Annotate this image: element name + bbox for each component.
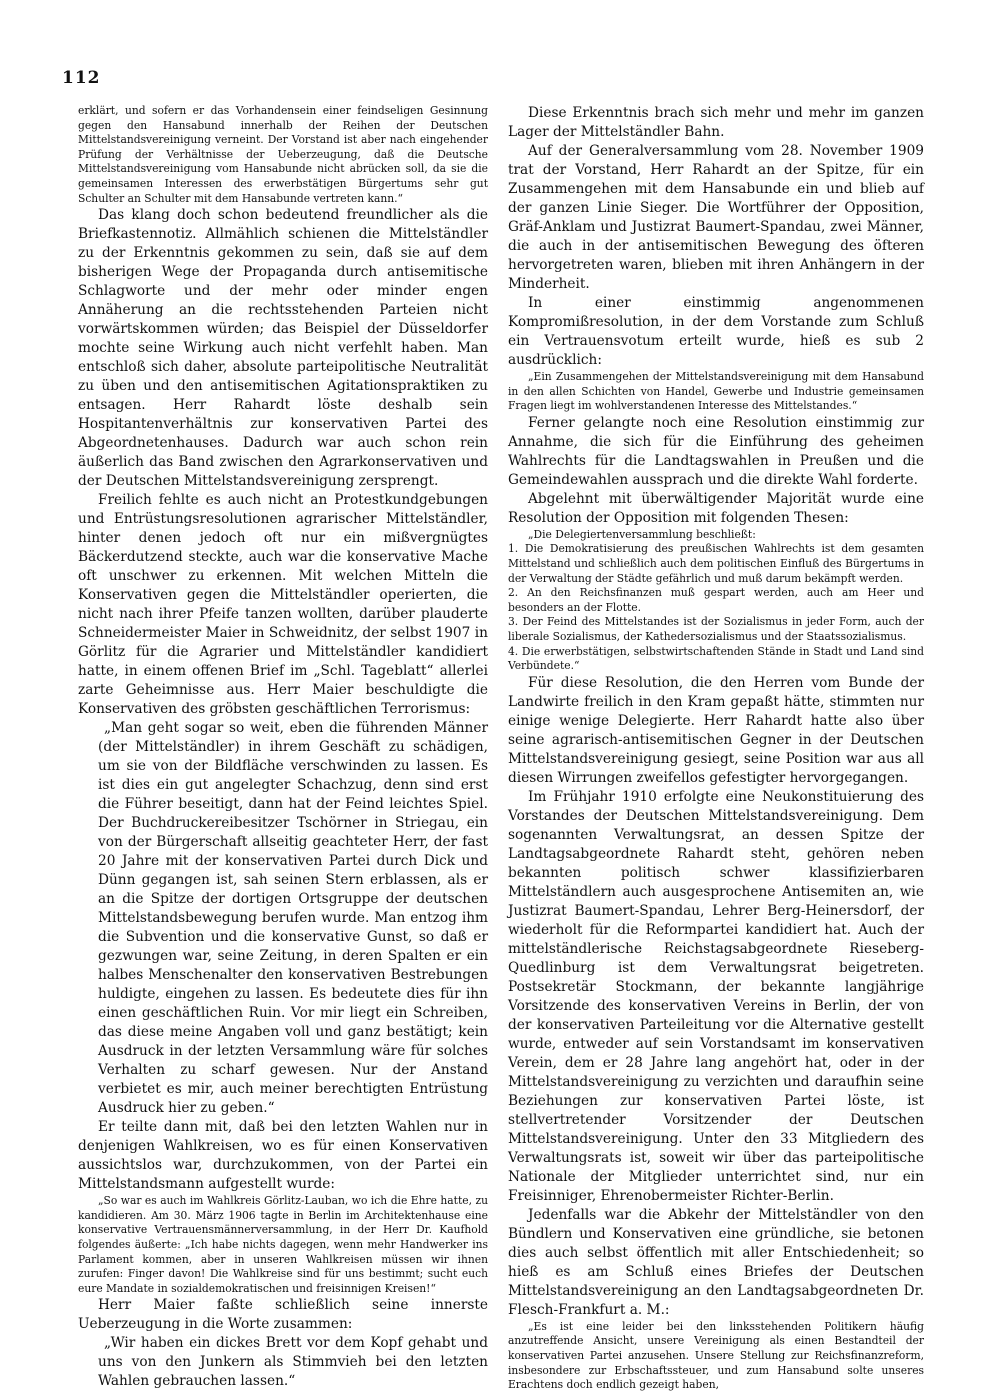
- paragraph: Ferner gelangte noch eine Resolution einstimmig zur Annahme, die sich für die Einführung des geheimen Wahlrechts für die Landtagswahlen in Preußen und die Gemeindewahlen aussprach und die direkte Wahl forderte.: [508, 414, 924, 488]
- left-column: [78, 104, 488, 1391]
- paragraph: Freilich fehlte es auch nicht an Protestkundgebungen und Entrüstungsresolutionen agrarischer Mittelständler, hinter denen jedoch oft nur ein mißvergnügtes Bäckerdutzend steckte, auch war die konservative Mache oft unschwer zu erkennen. Mit welchen Mitteln die Konservativen gegen die Mittelständler operierten, die nicht nach ihrer Pfeife tanzen wollten, darüber plauderte Schneidermeister Maier in Schweidnitz, der selbst 1907 in Görlitz für die Agrarier und Mittelständler kandidiert hatte, in einem offenen Brief im „Schl. Tageblatt“ allerlei zarte Geheimnisse aus. Herr Maier beschuldigte die Konservativen des gröbsten geschäftlichen Terrorismus:: [78, 492, 488, 718]
- thesis-item: 1. Die Demokratisierung des preußischen Wahlrechts ist dem gesamten Mittelstand und schließlich auch dem politischen Einfluß des Bürgertums in der Verwaltung der Städte gefährlich und muß darum bekämpft werden.: [508, 542, 924, 585]
- thesis-item: 4. Die erwerbstätigen, selbstwirtschaftenden Stände in Stadt und Land sind Verbündete.“: [508, 644, 924, 673]
- paragraph: In einer einstimmig angenommenen Kompromißresolution, in der dem Vorstande zum Schluß ein Vertrauensvotum erteilt wurde, hieß es sub 2 ausdrücklich:: [508, 295, 924, 368]
- block-quote: „Man geht sogar so weit, eben die führenden Männer (der Mittelständler) in ihrem Geschäft zu schädigen, um sie von der Bildfläche verschwinden zu lassen. Es ist dies ein gut angelegter Schachzug, denn sind erst die Führer beseitigt, dann hat der Feind leichtes Spiel. Der Buchdruckereibesitzer Tschörner in Striegau, ein von der Bürgerschaft allseitig geachteter Herr, der fast 20 Jahre mit der konservativen Partei durch Dick und Dünn gegangen ist, sah seinen Stern erblassen, als er an die Spitze der dortigen Ortsgruppe der deutschen Mittelstandsbewegung berufen wurde. Man entzog ihm die Subvention und die konservative Gunst, so daß er gezwungen war, seine Zeitung, in deren Spalten er ein halbes Menschenalter den konservativen Bestrebungen huldigte, eingehen zu lassen. Es bedeutete dies für ihn einen geschäftlichen Ruin. Vor mir liegt ein Schreiben, das diese meine Angaben voll und ganz bestätigt; kein Ausdruck in der letzten Versammlung wäre für solches Verhalten zu scharf gewesen. Nur der Anstand verbietet es mir, auch meiner berechtigten Entrüstung Ausdruck hier zu geben.“: [98, 720, 488, 1117]
- small-quote: „So war es auch im Wahlkreis Görlitz-Lauban, wo ich die Ehre hatte, zu kandidieren. Am 30. März 1906 tagte in Berlin im Architektenhause eine konservative Vertrauensmännerversammlung, in der Herr Dr. Kaufhold folgendes äußerte: „Ich habe nichts dagegen, wenn mehr Handwerker ins Parlament kommen, aber in unseren Wahlkreisen müssen wir ihnen zurufen: Finger davon! Die Wahlkreise sind für uns bestimmt; sucht euch eure Mandate in sozialdemokratischen und freisinnigen Kreisen!“: [78, 1194, 488, 1295]
- page-number: 112: [62, 68, 101, 88]
- paragraph: Herr Maier faßte schließlich seine innerste Ueberzeugung in die Worte zusammen:: [78, 1297, 488, 1333]
- small-quote: „Ein Zusammengehen der Mittelstandsvereinigung mit dem Hansabund in den allen Schichten von Handel, Gewerbe und Industrie gemeinsamen Fragen liegt im wohlverstandenen Interesse des Mittelstandes.“: [508, 370, 924, 413]
- paragraph: Diese Erkenntnis brach sich mehr und mehr im ganzen Lager der Mittelständler Bahn.: [508, 105, 924, 140]
- block-quote: „Wir haben ein dickes Brett vor dem Kopf gehabt und uns von den Junkern als Stimmvieh bei den letzten Wahlen gebrauchen lassen.“: [98, 1335, 488, 1390]
- paragraph: Er teilte dann mit, daß bei den letzten Wahlen nur in denjenigen Wahlkreisen, wo es für einen Konservativen aussichtslos war, durchzukommen, von der Partei ein Mittelstandsmann aufgestellt wurde:: [78, 1119, 488, 1193]
- paragraph: Für diese Resolution, die den Herren vom Bunde der Landwirte freilich in den Kram gepaßt hätte, stimmten nur einige wenige Delegierte. Herr Rahardt hatte also über seine agrarisch-antisemitischen Gegner in der Deutschen Mittelstandsvereinigung gesiegt, seine Position war aus all diesen Wirrungen zweifellos gefestigter hervorgegangen.: [508, 674, 924, 786]
- paragraph: Im Frühjahr 1910 erfolgte eine Neukonstituierung des Vorstandes der Deutschen Mittelstandsvereinigung. Dem sogenannten Verwaltungsrat, an dessen Spitze der Landtagsabgeordnete Rahardt steht, gehören neben bekannten politisch schwer klassifizierbaren Mittelständlern auch ausgesprochene Antisemiten an, wie Justizrat Baumert-Spandau, Lehrer Berg-Heinersdorf, der wiederholt für die Reformpartei kandidiert hat. Auch der mittelständlerische Reichstagsabgeordnete Rieseberg-Quedlinburg ist dem Verwaltungsrat beigetreten. Postsekretär Stockmann, der bekannte langjährige Vorsitzende des konservativen Vereins in Berlin, der von der konservativen Parteileitung vor die Alternative gestellt wurde, entweder auf sein Vorstandsamt im konservativen Verein, dem er 28 Jahre lang angehört hat, oder in der Mittelstandsvereinigung zu verzichten und daraufhin seine Beziehungen zur konservativen Partei löste, ist stellvertretender Vorsitzender der Deutschen Mittelstandsvereinigung. Unter den 33 Mitgliedern des Verwaltungsrats ist, soweit wir über das parteipolitische Nationale der Mitglieder unterrichtet sind, nur ein Freisinniger, Ehrenobermeister Richter-Berlin.: [508, 788, 924, 1204]
- paragraph: erklärt, und sofern er das Vorhandensein einer feindseligen Gesinnung gegen den Hansabund innerhalb der Reihen der Deutschen Mittelstandsvereinigung verneint. Der Vorstand ist aber nach eingehender Prüfung der Verhältnisse der Ueberzeugung, daß die Deutsche Mittelstandsvereinigung vom Hansabunde nicht abrücken soll, da sie die gemeinsamen Interessen des erwerbstätigen Bürgertums sehr gut Schulter an Schulter mit dem Hansabunde vertreten kann.“: [78, 104, 488, 205]
- right-column: [508, 104, 924, 1393]
- thesis-item: 2. An den Reichsfinanzen muß gespart werden, auch am Heer und besonders an der Flotte.: [508, 586, 924, 614]
- thesis-item: 3. Der Feind des Mittelstandes ist der Sozialismus in jeder Form, auch der liberale Sozialismus, der Kathedersozialismus und der Staatssozialismus.: [508, 615, 924, 643]
- paragraph: Auf der Generalversammlung vom 28. November 1909 trat der Vorstand, Herr Rahardt an der Spitze, für ein Zusammengehen mit dem Hansabunde ein und blieb auf der ganzen Linie Sieger. Die Wortführer der Opposition, Gräf-Anklam und Justizrat Baumert-Spandau, zwei Männer, die auch in der antisemitischen Bewegung des öfteren hervorgetreten waren, blieben mit ihren Anhängern in der Minderheit.: [508, 143, 924, 292]
- thesis-intro: „Die Delegiertenversammlung beschließt:: [528, 527, 756, 541]
- paragraph: Jedenfalls war die Abkehr der Mittelständler von den Bündlern und Konservativen eine gründliche, sie betonen dies auch selbst öffentlich mit aller Entschiedenheit; so hieß es am Schluß eines Briefes der Deutschen Mittelstandsvereinigung an den Landtagsabgeordneten Dr. Flesch-Frankfurt a. M.:: [508, 1206, 924, 1318]
- small-quote: „Es ist eine leider bei den linksstehenden Politikern häufig anzutreffende Ansicht, unsere Vereinigung als einen Bestandteil der konservativen Partei anzusehen. Unsere Stellung zur Reichsfinanzreform, insbesondere zur Erbschaftssteuer, und zum Hansabund solte unseres Erachtens doch endlich gezeigt haben,: [508, 1319, 924, 1392]
- paragraph: Abgelehnt mit überwältigender Majorität wurde eine Resolution der Opposition mit folgenden Thesen:: [508, 490, 924, 526]
- paragraph: Das klang doch schon bedeutend freundlicher als die Briefkastennotiz. Allmählich schienen die Mittelständler zu der Erkenntnis gekommen zu sein, daß sie auf dem bisherigen Wege der Propaganda durch antisemitische Schlagworte und der mehr oder minder engen Annäherung an die rechtsstehenden Parteien nicht vorwärtskommen würden; das Beispiel der Düsseldorfer mochte seine Wirkung auch nicht verfehlt haben. Man entschloß sich daher, absolute parteipolitische Neutralität zu üben und den antisemitischen Agitationspraktiken zu entsagen. Herr Rahardt löste deshalb sein Hospitantenverhältnis zur konservativen Partei des Abgeordnetenhauses. Dadurch war auch schon rein äußerlich das Band zwischen den Agrarkonservativen und der Deutschen Mittelstandsvereinigung zersprengt.: [78, 207, 488, 490]
